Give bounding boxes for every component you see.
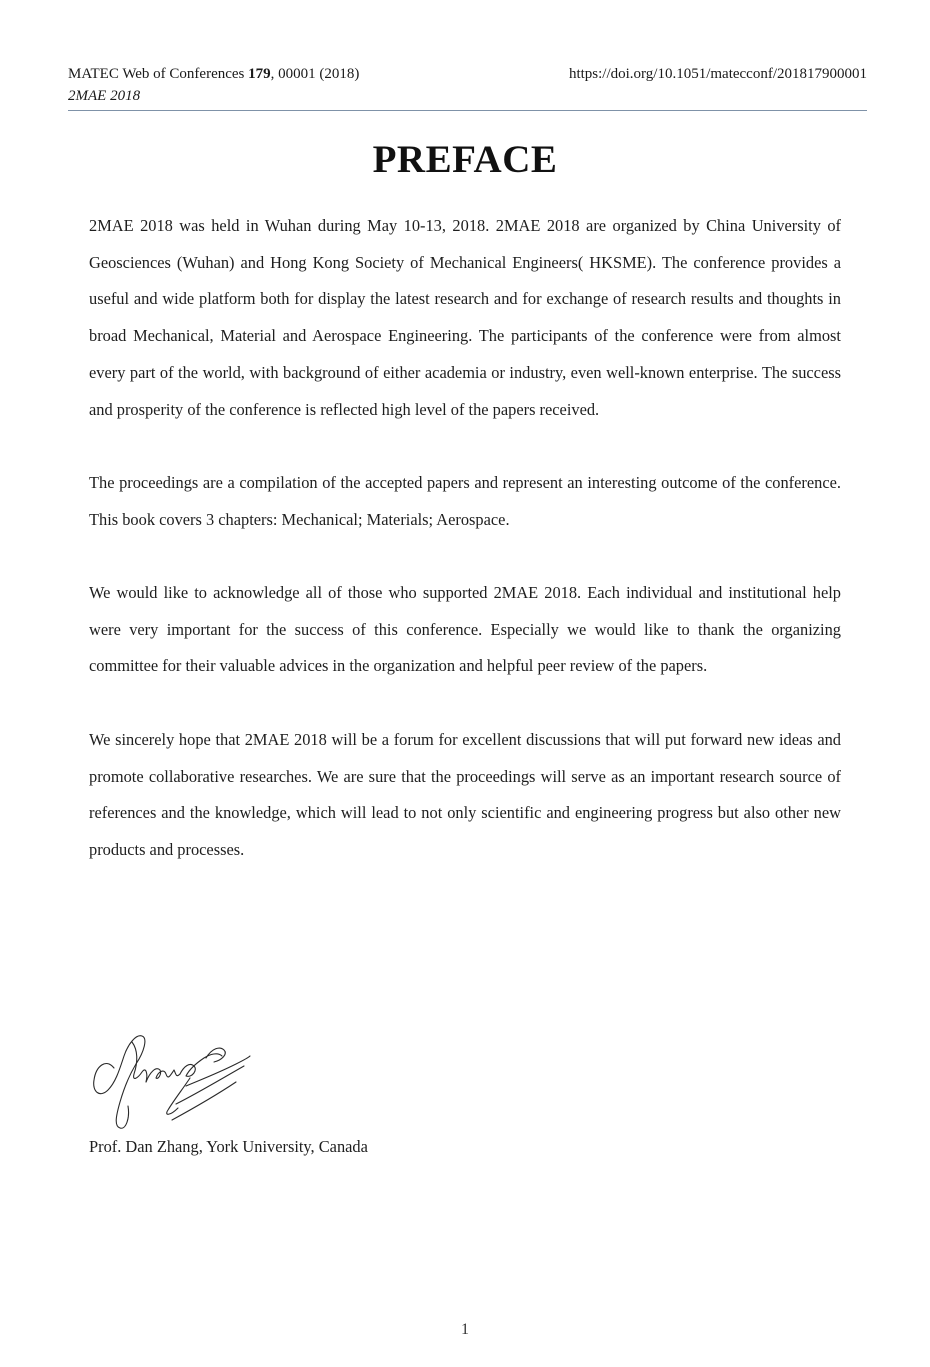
handwritten-signature	[86, 1028, 256, 1132]
page-title: PREFACE	[372, 138, 558, 181]
paragraph: We would like to acknowledge all of those who supported 2MAE 2018. Each individual and institutional help were very important for the success of this conference. Especially we would like to thank the organizing committee for their valuable advices in the organization and helpful peer review of the papers.	[89, 583, 841, 676]
journal-name: MATEC Web of Conferences	[68, 66, 249, 82]
preface-body	[89, 208, 841, 905]
paragraph: We sincerely hope that 2MAE 2018 will be a forum for excellent discussions that will put forward new ideas and promote collaborative researches. We are sure that the proceedings will serve as an important research source of references and the knowledge, which will lead to not only scientific and engineering progress but also other new products and processes.	[89, 729, 841, 859]
paragraph: 2MAE 2018 was held in Wuhan during May 10-13, 2018. 2MAE 2018 are organized by China University of Geosciences (Wuhan) and Hong Kong Society of Mechanical Engineers( HKSME). The conference provides a useful and wide platform both for display the latest research and for exchange of research results and thoughts in broad Mechanical, Material and Aerospace Engineering. The participants of the conference were from almost every part of the world, with background of either academia or industry, even well-known enterprise. The success and prosperity of the conference is reflected high level of the papers received.	[89, 216, 841, 419]
signer-name: Prof. Dan Zhang, York University, Canada	[89, 1137, 368, 1156]
page-header	[68, 64, 867, 111]
doi-link[interactable]: https://doi.org/10.1051/matecconf/201817900001	[568, 66, 867, 82]
conference-tag: 2MAE 2018	[68, 88, 141, 104]
article-number: , 00001 (2018)	[270, 66, 360, 82]
journal-volume: 179	[248, 66, 271, 82]
journal-citation	[68, 64, 359, 84]
paragraph: The proceedings are a compilation of the accepted papers and represent an interesting outcome of the conference. This book covers 3 chapters: Mechanical; Materials; Aerospace.	[89, 472, 841, 529]
page-number: 1	[461, 1321, 469, 1338]
